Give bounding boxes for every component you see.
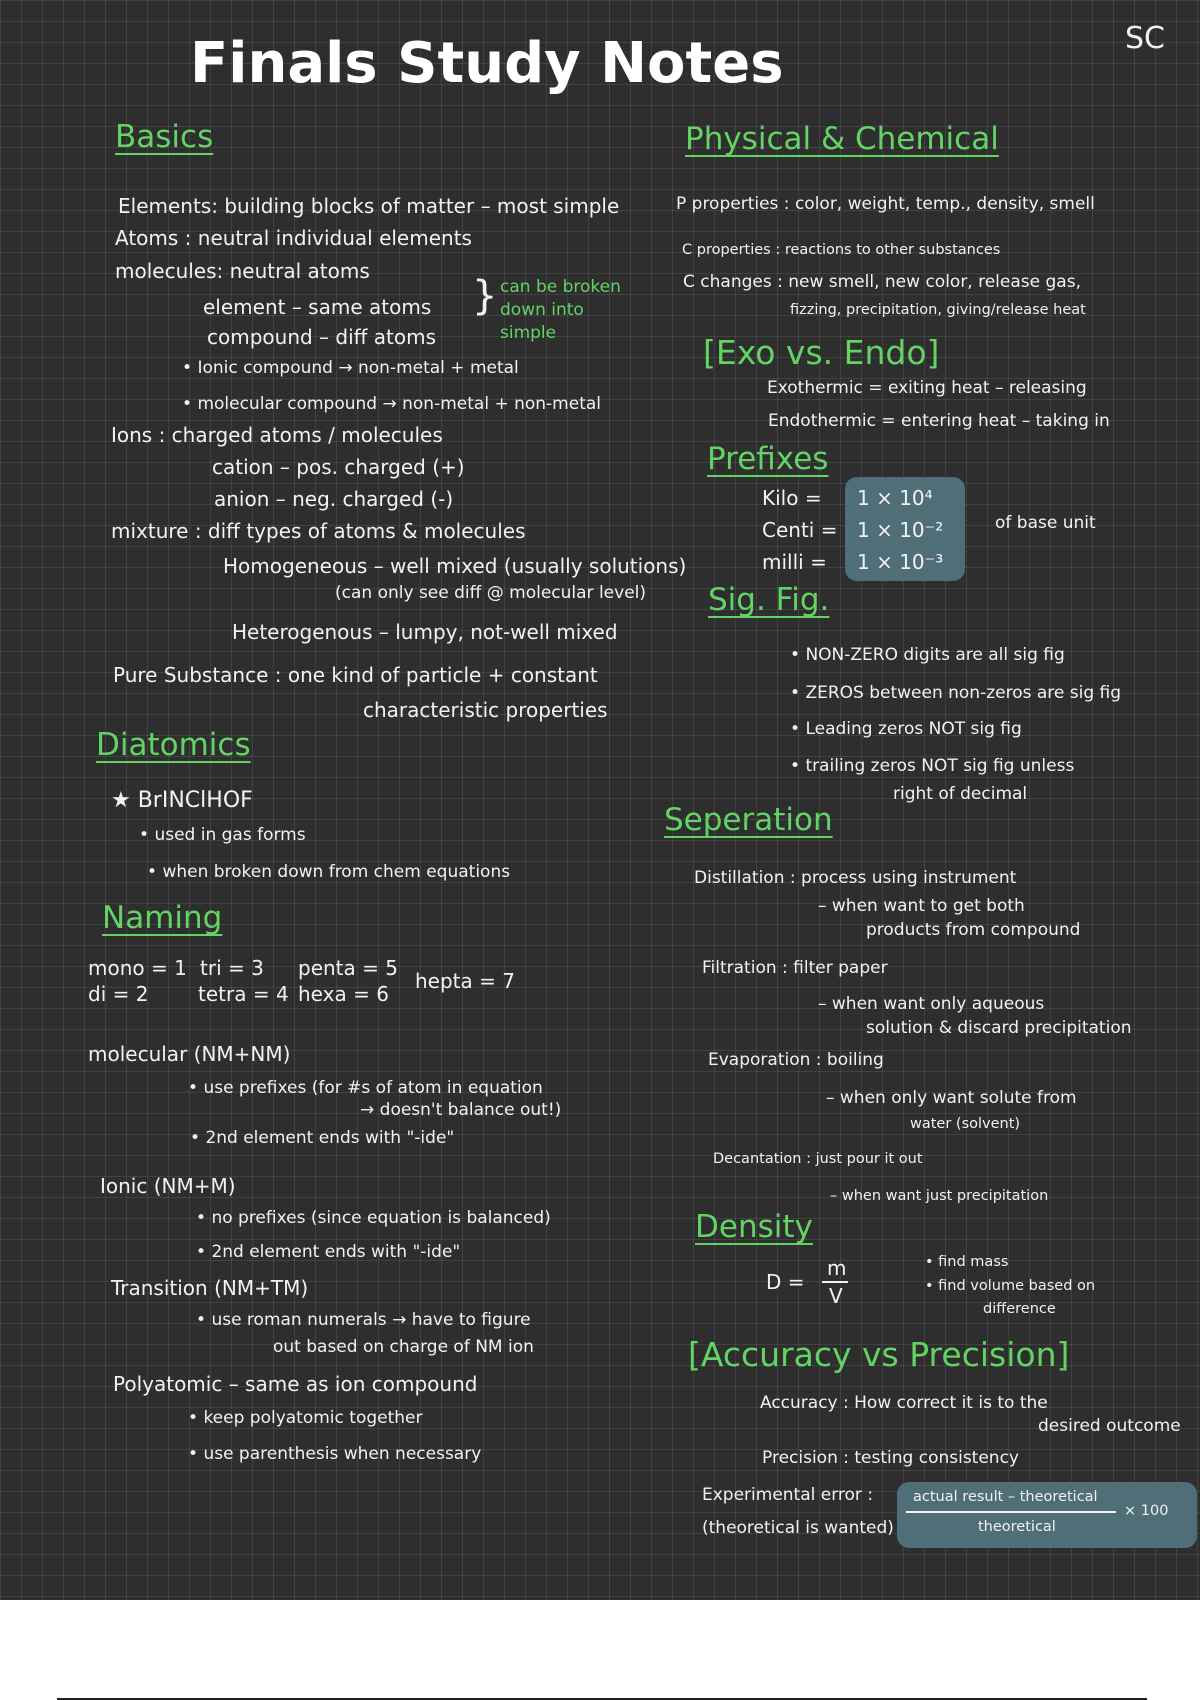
naming-heading: Naming <box>102 900 223 936</box>
accuracy-heading: [Accuracy vs Precision] <box>688 1335 1070 1374</box>
basics-line: Homogeneous – well mixed (usually solutions) <box>223 554 687 578</box>
basics-line: Pure Substance : one kind of particle + constant <box>113 663 598 687</box>
basics-line: Elements: building blocks of matter – most simple <box>118 194 620 218</box>
separation-line: products from compound <box>866 920 1081 940</box>
accuracy-line: desired outcome <box>1038 1416 1181 1436</box>
diatomics-heading: Diatomics <box>96 727 251 763</box>
basics-line: mixture : diff types of atoms & molecules <box>111 519 526 543</box>
separation-line: – when want to get both <box>818 896 1025 916</box>
sig-fig-line: • NON-ZERO digits are all sig fig <box>790 647 1065 664</box>
naming-prefix: tri = 3 <box>200 956 264 980</box>
density-numerator: m <box>827 1256 847 1280</box>
separation-line: – when want just precipitation <box>830 1188 1049 1204</box>
naming-line: Polyatomic – same as ion compound <box>113 1372 478 1396</box>
exo-endo-line: Exothermic = exiting heat – releasing <box>767 378 1087 398</box>
naming-line: • keep polyatomic together <box>188 1410 423 1427</box>
naming-line: out based on charge of NM ion <box>273 1337 534 1357</box>
fraction-bar <box>906 1511 1116 1513</box>
naming-line: • use roman numerals → have to figure <box>196 1312 531 1329</box>
naming-line: • use parenthesis when necessary <box>188 1446 481 1463</box>
accuracy-line: Accuracy : How correct it is to the <box>760 1393 1048 1413</box>
basics-heading: Basics <box>115 119 214 155</box>
naming-line: • no prefixes (since equation is balanced) <box>196 1210 551 1227</box>
naming-line: → doesn't balance out!) <box>360 1100 562 1120</box>
accuracy-line: Experimental error : <box>702 1485 874 1505</box>
basics-line: compound – diff atoms <box>207 325 437 349</box>
prefix-value: 1 × 10⁻² <box>857 518 944 542</box>
separation-heading: Seperation <box>664 802 833 838</box>
prefix-name: Kilo = <box>762 486 822 510</box>
sig-fig-line: • trailing zeros NOT sig fig unless <box>790 758 1074 775</box>
separation-line: Evaporation : boiling <box>708 1050 884 1070</box>
prefixes-heading: Prefixes <box>707 441 829 477</box>
density-heading: Density <box>695 1209 813 1245</box>
basics-line: • molecular compound → non-metal + non-metal <box>182 396 601 413</box>
error-numerator: actual result – theoretical <box>913 1489 1098 1505</box>
separation-line: solution & discard precipitation <box>866 1018 1132 1038</box>
naming-prefix: hexa = 6 <box>298 982 389 1006</box>
basics-line: Heterogenous – lumpy, not-well mixed <box>232 620 618 644</box>
basics-line: characteristic properties <box>363 698 608 722</box>
naming-prefix: penta = 5 <box>298 956 398 980</box>
page-title: Finals Study Notes <box>190 31 784 96</box>
brace-icon: } <box>472 273 498 319</box>
sig-fig-line: right of decimal <box>893 784 1028 804</box>
basics-line: element – same atoms <box>203 295 432 319</box>
prefix-name: milli = <box>762 550 827 574</box>
naming-prefix: mono = 1 <box>88 956 187 980</box>
naming-prefix: di = 2 <box>88 982 149 1006</box>
error-multiplier: × 100 <box>1124 1503 1169 1519</box>
basics-line: cation – pos. charged (+) <box>212 455 465 479</box>
accuracy-line: (theoretical is wanted) <box>702 1518 894 1538</box>
separation-line: – when only want solute from <box>826 1088 1077 1108</box>
exo-endo-line: Endothermic = entering heat – taking in <box>768 411 1110 431</box>
sig-fig-line: • Leading zeros NOT sig fig <box>790 721 1022 738</box>
basics-line: anion – neg. charged (-) <box>214 487 454 511</box>
basics-line: • Ionic compound → non-metal + metal <box>182 360 519 377</box>
physical-chemical-heading: Physical & Chemical <box>685 121 999 157</box>
sig-fig-heading: Sig. Fig. <box>708 582 830 618</box>
basics-line: Ions : charged atoms / molecules <box>111 423 443 447</box>
prefix-value: 1 × 10⁻³ <box>857 550 944 574</box>
sig-fig-line: • ZEROS between non-zeros are sig fig <box>790 685 1121 702</box>
fraction-bar <box>822 1281 848 1283</box>
naming-prefix: hepta = 7 <box>415 969 515 993</box>
diatomics-line: • used in gas forms <box>139 827 306 844</box>
density-line: • find volume based on <box>925 1279 1095 1294</box>
naming-line: • 2nd element ends with "-ide" <box>190 1130 454 1147</box>
prefix-name: Centi = <box>762 518 838 542</box>
naming-line: • use prefixes (for #s of atom in equation <box>188 1080 543 1097</box>
density-line: difference <box>983 1301 1056 1317</box>
basics-line: molecules: neutral atoms <box>115 259 370 283</box>
prefix-note: of base unit <box>995 513 1096 533</box>
density-line: • find mass <box>925 1255 1008 1270</box>
author-initials: SC <box>1125 21 1165 56</box>
naming-prefix: tetra = 4 <box>198 982 289 1006</box>
basics-line: Atoms : neutral individual elements <box>115 226 472 250</box>
density-formula-lhs: D = <box>766 1270 805 1294</box>
naming-line: molecular (NM+NM) <box>88 1042 291 1066</box>
naming-line: • 2nd element ends with "-ide" <box>196 1244 460 1261</box>
physical-chemical-line: P properties : color, weight, temp., density, smell <box>676 194 1095 214</box>
physical-chemical-line: C properties : reactions to other substances <box>682 242 1001 258</box>
diatomics-line: ★ BrINClHOF <box>111 788 253 813</box>
accuracy-line: Precision : testing consistency <box>762 1448 1019 1468</box>
diatomics-line: • when broken down from chem equations <box>147 864 510 881</box>
basics-line: (can only see diff @ molecular level) <box>335 583 647 603</box>
basics-note: can be broken down into simple <box>500 277 621 343</box>
naming-line: Transition (NM+TM) <box>111 1276 309 1300</box>
naming-line: Ionic (NM+M) <box>100 1174 236 1198</box>
separation-line: Distillation : process using instrument <box>694 868 1017 888</box>
density-denominator: V <box>829 1284 843 1308</box>
separation-line: – when want only aqueous <box>818 994 1045 1014</box>
physical-chemical-line: C changes : new smell, new color, release gas, <box>683 272 1081 292</box>
prefix-value: 1 × 10⁴ <box>857 486 933 510</box>
error-denominator: theoretical <box>978 1519 1056 1535</box>
separation-line: Filtration : filter paper <box>702 958 888 978</box>
separation-line: Decantation : just pour it out <box>713 1151 923 1167</box>
physical-chemical-line: fizzing, precipitation, giving/release heat <box>790 302 1086 318</box>
separation-line: water (solvent) <box>910 1116 1021 1132</box>
exo-endo-heading: [Exo vs. Endo] <box>703 333 940 372</box>
